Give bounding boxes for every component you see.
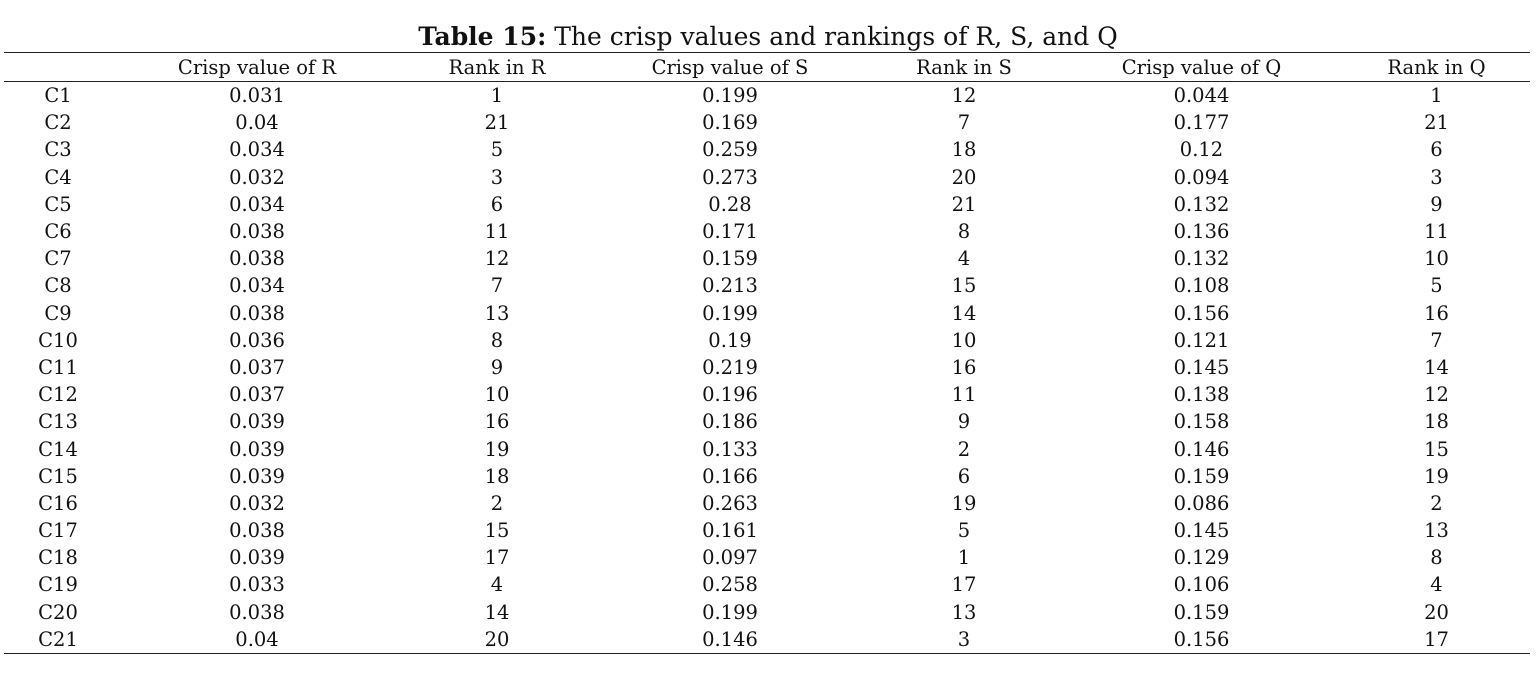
rank-s-cell: 11	[951, 383, 977, 407]
crisp-value-r-cell: 0.034	[229, 274, 285, 298]
rank-s-cell: 17	[951, 573, 977, 597]
crisp-value-r-cell: 0.038	[229, 519, 285, 543]
criterion-cell: C10	[38, 328, 78, 352]
crisp-value-q-cell: 0.145	[1173, 519, 1230, 543]
crisp-value-q-cell: 0.12	[1179, 138, 1224, 162]
crisp-value-s-cell: 0.259	[702, 138, 758, 162]
crisp-value-q-cell: 0.129	[1173, 546, 1230, 570]
rank-q-cell: 3	[1430, 165, 1443, 189]
crisp-value-q-cell: 0.094	[1173, 165, 1230, 189]
crisp-value-q-cell: 0.158	[1173, 410, 1230, 434]
crisp-value-s-cell: 0.166	[702, 464, 758, 488]
rank-r-cell: 17	[484, 546, 510, 570]
rank-r-cell: 2	[490, 491, 504, 515]
crisp-value-r-cell: 0.037	[229, 355, 285, 379]
crisp-value-r-cell: 0.031	[229, 84, 285, 108]
criterion-cell: C18	[38, 546, 78, 570]
table-body	[4, 82, 1530, 654]
crisp-value-q-cell: 0.146	[1173, 437, 1230, 461]
rank-s-cell: 5	[957, 519, 971, 543]
rank-q-cell: 5	[1430, 274, 1443, 298]
criterion-cell: C12	[38, 383, 78, 407]
crisp-value-r-cell: 0.036	[229, 328, 285, 352]
criterion-cell: C13	[38, 410, 78, 434]
rank-s-cell: 10	[951, 328, 977, 352]
rank-r-cell: 8	[490, 328, 504, 352]
rank-r-cell: 11	[484, 220, 510, 244]
crisp-value-s-cell: 0.273	[702, 165, 758, 189]
crisp-value-s-cell: 0.186	[702, 410, 758, 434]
crisp-value-s-cell: 0.199	[702, 84, 758, 108]
rank-q-cell: 4	[1430, 573, 1443, 597]
header-rank-s: Rank in S	[868, 53, 1060, 82]
table-row	[4, 408, 1530, 435]
crisp-value-r-cell: 0.04	[235, 111, 279, 135]
crisp-value-r-cell: 0.038	[229, 247, 285, 271]
rank-s-cell: 9	[957, 410, 971, 434]
rank-s-cell: 12	[951, 84, 977, 108]
rank-s-cell: 13	[951, 600, 977, 624]
crisp-value-r-cell: 0.039	[229, 410, 285, 434]
rank-r-cell: 13	[484, 301, 510, 325]
rank-r-cell: 6	[490, 192, 504, 216]
rank-q-cell: 14	[1424, 355, 1449, 379]
rank-r-cell: 5	[490, 138, 504, 162]
table-row	[4, 218, 1530, 245]
rank-r-cell: 16	[484, 410, 510, 434]
crisp-value-q-cell: 0.159	[1173, 600, 1230, 624]
table-row	[4, 245, 1530, 272]
rank-q-cell: 21	[1424, 111, 1449, 135]
crisp-value-q-cell: 0.159	[1173, 464, 1230, 488]
crisp-value-q-cell: 0.136	[1173, 220, 1230, 244]
table-row	[4, 109, 1530, 136]
criterion-cell: C16	[38, 491, 78, 515]
crisp-value-q-cell: 0.108	[1173, 274, 1230, 298]
rank-s-cell: 21	[951, 192, 977, 216]
crisp-value-r-cell: 0.034	[229, 192, 285, 216]
rank-r-cell: 18	[484, 464, 510, 488]
criterion-cell: C3	[44, 138, 72, 162]
rank-q-cell: 11	[1424, 220, 1449, 244]
table-row	[4, 463, 1530, 490]
table-row	[4, 599, 1530, 626]
crisp-value-s-cell: 0.097	[702, 546, 758, 570]
rank-s-cell: 18	[951, 138, 977, 162]
crisp-value-q-cell: 0.138	[1173, 383, 1230, 407]
table-row	[4, 544, 1530, 571]
rank-q-cell: 7	[1430, 328, 1443, 352]
crisp-value-q-cell: 0.121	[1173, 328, 1230, 352]
crisp-value-r-cell: 0.032	[229, 165, 285, 189]
crisp-value-q-cell: 0.156	[1173, 301, 1230, 325]
crisp-value-s-cell: 0.159	[702, 247, 758, 271]
criterion-cell: C20	[38, 600, 78, 624]
table-row	[4, 381, 1530, 408]
rank-q-cell: 12	[1424, 383, 1449, 407]
criterion-cell: C9	[44, 301, 72, 325]
rank-r-cell: 7	[490, 274, 504, 298]
criterion-cell: C15	[38, 464, 78, 488]
rank-r-cell: 14	[484, 600, 510, 624]
criterion-cell: C21	[4, 626, 112, 654]
table-row	[4, 272, 1530, 299]
crisp-value-q-cell: 0.156	[1060, 626, 1343, 654]
header-rank-q: Rank in Q	[1343, 53, 1530, 82]
criterion-cell: C2	[44, 111, 72, 135]
crisp-value-q-cell: 0.086	[1173, 491, 1230, 515]
crisp-value-r-cell: 0.032	[229, 491, 285, 515]
criterion-cell: C4	[44, 165, 72, 189]
criterion-cell: C19	[38, 573, 78, 597]
criterion-cell: C14	[38, 437, 78, 461]
crisp-value-q-cell: 0.044	[1173, 84, 1230, 108]
rank-q-cell: 1	[1430, 84, 1443, 108]
table-row	[4, 626, 1530, 654]
crisp-value-s-cell: 0.28	[708, 192, 752, 216]
crisp-value-q-cell: 0.177	[1173, 111, 1230, 135]
table-row	[4, 571, 1530, 598]
crisp-value-s-cell: 0.133	[702, 437, 758, 461]
header-crisp-value-r: Crisp value of R	[112, 53, 402, 82]
table-caption-label: Table 15:	[418, 22, 547, 51]
crisp-value-r-cell: 0.038	[229, 301, 285, 325]
rank-q-cell: 9	[1430, 192, 1443, 216]
rank-s-cell: 2	[957, 437, 971, 461]
crisp-value-r-cell: 0.033	[229, 573, 285, 597]
header-criterion	[4, 53, 112, 82]
rank-s-cell: 1	[957, 546, 971, 570]
table-header-row	[4, 53, 1530, 82]
crisp-value-s-cell: 0.196	[702, 383, 758, 407]
rank-s-cell: 16	[951, 355, 977, 379]
criterion-cell: C6	[44, 220, 72, 244]
table-row	[4, 354, 1530, 381]
table-caption-text: The crisp values and rankings of R, S, and Q	[546, 22, 1118, 51]
rank-s-cell: 8	[957, 220, 971, 244]
criterion-cell: C5	[44, 192, 72, 216]
criterion-cell: C11	[38, 355, 78, 379]
rank-s-cell: 4	[957, 247, 971, 271]
crisp-value-q-cell: 0.145	[1173, 355, 1230, 379]
crisp-value-s-cell: 0.258	[702, 573, 758, 597]
crisp-value-r-cell: 0.034	[229, 138, 285, 162]
table-row	[4, 300, 1530, 327]
rank-s-cell: 19	[951, 491, 977, 515]
rank-r-cell: 3	[490, 165, 504, 189]
rank-q-cell: 8	[1430, 546, 1443, 570]
rank-q-cell: 2	[1430, 491, 1443, 515]
crisp-value-r-cell: 0.039	[229, 546, 285, 570]
crisp-value-s-cell: 0.213	[702, 274, 758, 298]
rank-q-cell: 10	[1424, 247, 1449, 271]
table-row	[4, 164, 1530, 191]
rank-r-cell: 19	[484, 437, 510, 461]
crisp-value-q-cell: 0.106	[1173, 573, 1230, 597]
crisp-value-s-cell: 0.199	[702, 600, 758, 624]
table-row	[4, 327, 1530, 354]
crisp-value-s-cell: 0.199	[702, 301, 758, 325]
rank-r-cell: 15	[484, 519, 510, 543]
crisp-value-s-cell: 0.161	[702, 519, 758, 543]
rank-q-cell: 18	[1424, 410, 1449, 434]
crisp-value-r-cell: 0.04	[112, 626, 402, 654]
table-caption	[0, 20, 1536, 54]
rank-s-cell: 3	[868, 626, 1060, 654]
table-row	[4, 490, 1530, 517]
crisp-value-r-cell: 0.039	[229, 464, 285, 488]
table-row	[4, 191, 1530, 218]
header-crisp-value-q: Crisp value of Q	[1060, 53, 1343, 82]
criterion-cell: C7	[44, 247, 72, 271]
table-row	[4, 136, 1530, 163]
rank-r-cell: 21	[484, 111, 510, 135]
crisp-value-s-cell: 0.263	[702, 491, 758, 515]
crisp-value-r-cell: 0.039	[229, 437, 285, 461]
rank-r-cell: 4	[490, 573, 504, 597]
rank-s-cell: 15	[951, 274, 977, 298]
rank-s-cell: 6	[957, 464, 971, 488]
crisp-value-q-cell: 0.132	[1173, 192, 1230, 216]
rank-r-cell: 12	[484, 247, 510, 271]
crisp-value-q-cell: 0.132	[1173, 247, 1230, 271]
criterion-cell: C8	[44, 274, 72, 298]
rank-r-cell: 9	[490, 355, 504, 379]
rank-r-cell: 1	[490, 84, 504, 108]
header-rank-r: Rank in R	[402, 53, 592, 82]
table-row	[4, 82, 1530, 110]
crisp-value-r-cell: 0.038	[229, 220, 285, 244]
rank-q-cell: 20	[1424, 600, 1449, 624]
crisp-value-r-cell: 0.038	[229, 600, 285, 624]
criterion-cell: C17	[38, 519, 78, 543]
crisp-value-s-cell: 0.171	[702, 220, 758, 244]
table-row	[4, 435, 1530, 462]
header-crisp-value-s: Crisp value of S	[592, 53, 868, 82]
rank-r-cell: 20	[402, 626, 592, 654]
crisp-value-s-cell: 0.19	[708, 328, 752, 352]
crisp-value-s-cell: 0.146	[592, 626, 868, 654]
rank-q-cell: 13	[1424, 519, 1449, 543]
crisp-value-r-cell: 0.037	[229, 383, 285, 407]
rank-q-cell: 16	[1424, 301, 1449, 325]
rank-q-cell: 15	[1424, 437, 1449, 461]
rank-q-cell: 19	[1424, 464, 1449, 488]
rank-s-cell: 14	[951, 301, 977, 325]
crisp-value-s-cell: 0.169	[702, 111, 758, 135]
rank-s-cell: 7	[957, 111, 971, 135]
rank-s-cell: 20	[951, 165, 977, 189]
rank-q-cell: 17	[1343, 626, 1530, 654]
table-row	[4, 517, 1530, 544]
criterion-cell: C1	[44, 84, 72, 108]
crisp-value-s-cell: 0.219	[702, 355, 758, 379]
rank-q-cell: 6	[1430, 138, 1443, 162]
rank-r-cell: 10	[484, 383, 510, 407]
crisp-values-table	[4, 52, 1530, 654]
